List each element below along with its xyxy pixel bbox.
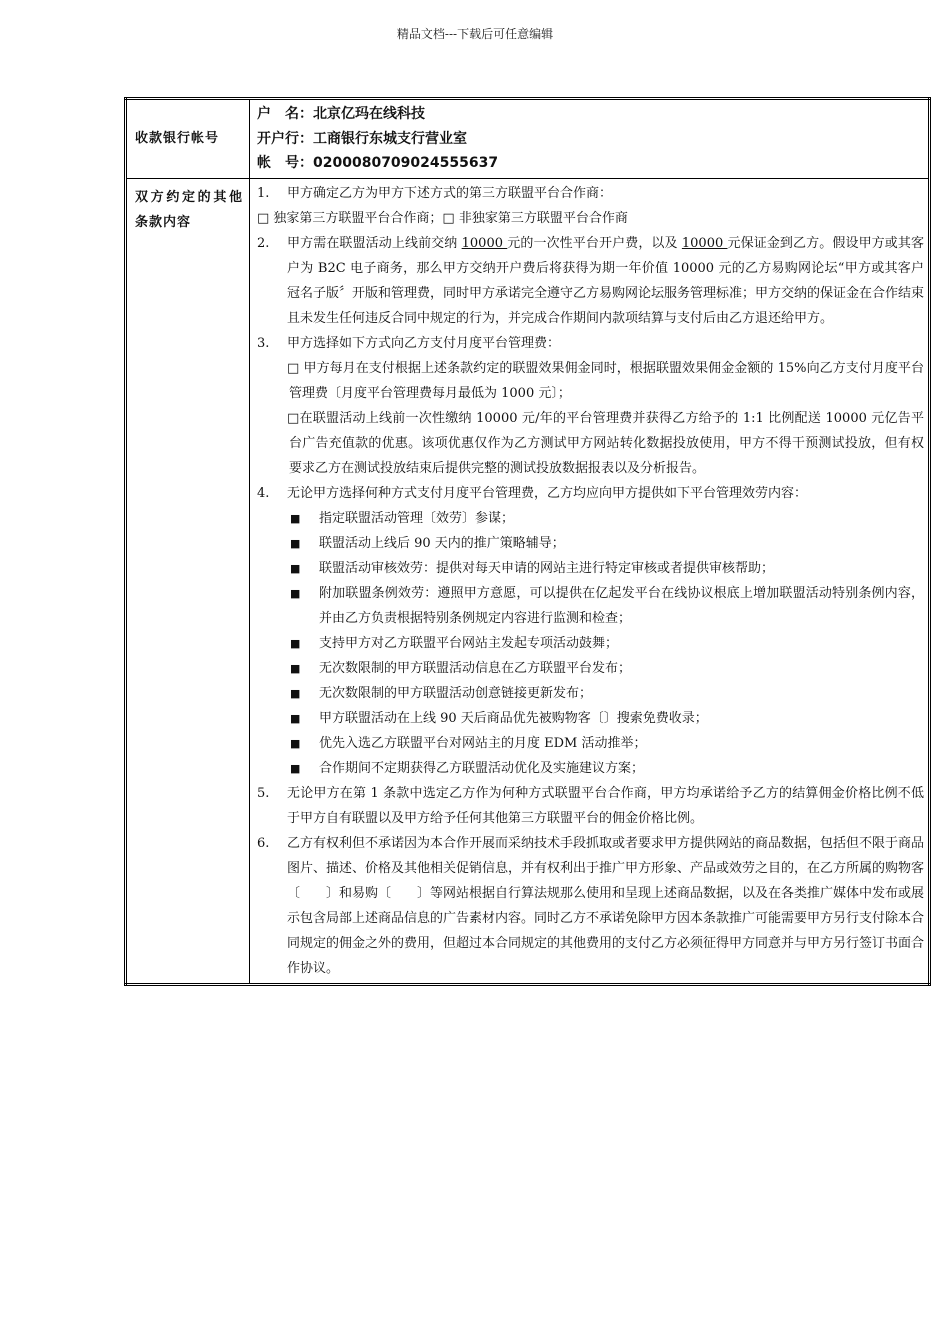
service-item: ■ 联盟活动审核效劳：提供对每天申请的网站主进行特定审核或者提供审核帮助；	[290, 556, 924, 581]
bullet-square-icon: ■	[290, 661, 301, 675]
partner-type-options: □ 独家第三方联盟平台合作商；□ 非独家第三方联盟平台合作商	[257, 210, 628, 226]
term-text-part: 元的一次性平台开户费，以及	[507, 235, 682, 251]
term-text	[287, 231, 924, 331]
bullet-square-icon: ■	[290, 686, 301, 700]
service-item: ■ 无次数限制的甲方联盟活动创意链接更新发布；	[290, 681, 924, 706]
account-number: 帐 号：0200080709024555637	[257, 155, 499, 171]
term-item-5	[257, 781, 924, 831]
term-text: 无论甲方选择何种方式支付月度平台管理费，乙方均应向甲方提供如下平台管理效劳内容：	[287, 485, 808, 501]
service-item: ■ 指定联盟活动管理〔效劳〕参谋；	[290, 506, 924, 531]
term-text-part: 甲方需在联盟活动上线前交纳	[287, 235, 462, 251]
term-item-2	[257, 231, 924, 331]
bullet-square-icon: ■	[290, 586, 301, 600]
service-item: ■ 附加联盟条例效劳：遵照甲方意愿，可以提供在亿起发平台在线协议根底上增加联盟活动特别条例内容，并由乙方负责根据特别条例规定内容进行监测和检查；	[290, 581, 924, 631]
term-number: 1.	[257, 185, 270, 201]
term-text: 乙方有权利但不承诺因为本合作开展而采纳技术手段抓取或者要求甲方提供网站的商品数据，包括但不限于商品图片、描述、价格及其他相关促销信息，并有权利出于推广甲方形象、产品或效劳之目的，在乙方所属的购物客〔 〕和易购〔 〕等网站根据自行算法规那么使用和呈现上述商品数据，以及在各类推广媒体中发布或展示包含局部上述商品信息的广告素材内容。同时乙方不承诺免除甲方因本条款推广可能需要甲方另行支付除本合同规定的佣金之外的费用，但超过本合同规定的其他费用的支付乙方必须征得甲方同意并与甲方另行签订书面合作协议。	[287, 835, 925, 976]
service-item: ■ 联盟活动上线后 90 天内的推广策略辅导；	[290, 531, 924, 556]
deposit-amount: 10000	[681, 235, 728, 251]
bullet-square-icon: ■	[290, 536, 301, 550]
term-item-6	[257, 831, 924, 981]
bullet-square-icon: ■	[290, 511, 301, 525]
term-number: 6.	[257, 835, 270, 851]
fee-option-monthly: □ 甲方每月在支付根据上述条款约定的联盟效果佣金同时，根据联盟效果佣金金额的 15%向乙方支付月度平台管理费〔月度平台管理费每月最低为 1000 元〕；	[287, 360, 924, 401]
fee-option-annual: □在联盟活动上线前一次性缴纳 10000 元/年的平台管理费并获得乙方给予的 1:1 比例配送 10000 元亿告平台广告充值款的优惠。该项优惠仅作为乙方测试甲方网站转化数据投放使用，甲方不得干预测试投放，但有权要求乙方在测试投放结束后提供完整的测试投放数据报表以及分析报告。	[287, 410, 924, 476]
service-item: ■ 优先入选乙方联盟平台对网站主的月度 EDM 活动推举；	[290, 731, 924, 756]
bullet-square-icon: ■	[290, 761, 301, 775]
account-fee-amount: 10000	[461, 235, 508, 251]
other-terms-label: 双方约定的其他条款内容	[126, 178, 250, 984]
bullet-square-icon: ■	[290, 561, 301, 575]
term-text-part: 元保证金到乙方。假设甲方或其客户为 B2C 电子商务，那么甲方交纳开户费后将获得为期一年价值 10000 元的乙方易购网论坛“甲方或其客户冠名子版〞开版和管理费，同时甲方承诺完全遵守乙方易购网论坛服务管理标准；甲方交纳的保证金在合作结束且未发生任何违反合同中规定的行为，并完成合作期间内款项结算与支付后由乙方退还给甲方。	[287, 235, 925, 326]
other-terms-row	[126, 178, 930, 984]
term-item-4	[257, 481, 924, 506]
service-item: ■ 支持甲方对乙方联盟平台网站主发起专项活动鼓舞；	[290, 631, 924, 656]
bullet-square-icon: ■	[290, 711, 301, 725]
other-terms-content	[250, 178, 930, 984]
term-number: 5.	[257, 785, 270, 801]
term-item-1	[257, 181, 924, 206]
term-text: 甲方选择如下方式向乙方支付月度平台管理费：	[287, 335, 561, 351]
term-number: 2.	[257, 235, 270, 251]
account-name: 户 名：北京亿玛在线科技	[257, 106, 425, 122]
term-text: 甲方确定乙方为甲方下述方式的第三方联盟平台合作商：	[287, 185, 613, 201]
service-item: ■ 甲方联盟活动在上线 90 天后商品优先被购物客〔〕搜索免费收录；	[290, 706, 924, 731]
bank-account-label: 收款银行帐号	[126, 99, 250, 179]
bank-branch: 开户行：工商银行东城支行营业室	[257, 130, 467, 147]
term-text: 无论甲方在第 1 条款中选定乙方作为何种方式联盟平台合作商，甲方均承诺给予乙方的结算佣金价格比例不低于甲方自有联盟以及甲方给予任何其他第三方联盟平台的佣金价格比例。	[287, 785, 924, 826]
term-number: 3.	[257, 335, 270, 351]
page-header: 精品文档---下载后可任意编辑	[396, 27, 554, 41]
contract-table	[124, 97, 931, 986]
bullet-square-icon: ■	[290, 736, 301, 750]
term-number: 4.	[257, 485, 270, 501]
term-item-3	[257, 331, 924, 356]
service-item: ■ 合作期间不定期获得乙方联盟活动优化及实施建议方案；	[290, 756, 924, 781]
service-item: ■ 无次数限制的甲方联盟活动信息在乙方联盟平台发布；	[290, 656, 924, 681]
bank-account-content	[250, 99, 930, 179]
bullet-square-icon: ■	[290, 636, 301, 650]
service-list	[257, 506, 924, 781]
bank-account-row	[126, 99, 930, 179]
